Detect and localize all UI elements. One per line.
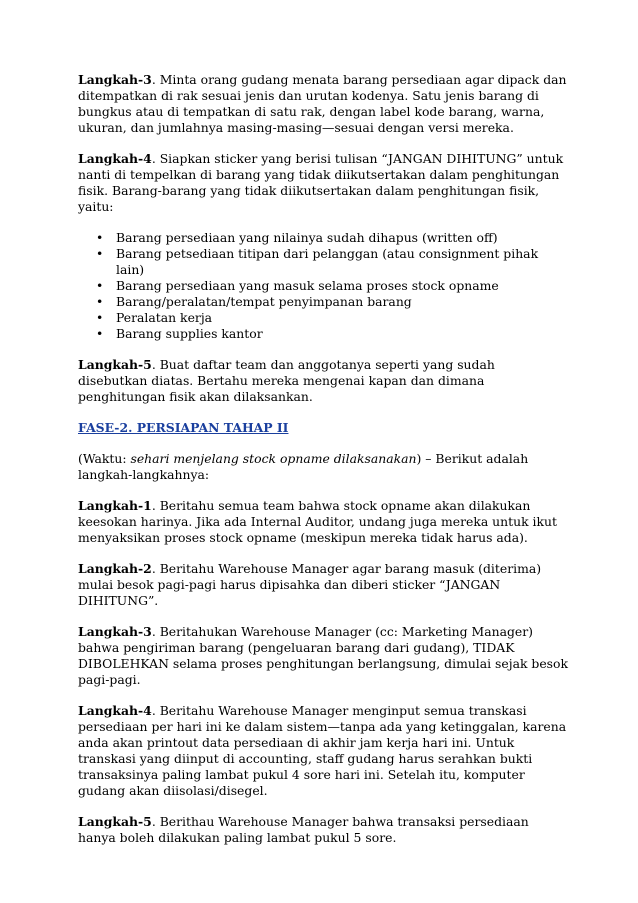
- list-item: • Peralatan kerja: [116, 310, 568, 326]
- phase-2-step-4: [78, 703, 568, 799]
- list-item: • Barang petsediaan titipan dari pelanggan (atau consignment pihak lain): [116, 246, 568, 278]
- step-text: . Siapkan sticker yang berisi tulisan “JANGAN DIHITUNG” untuk nanti di tempelkan di barang yang tidak diikutsertakan dalam penghitungan fisik. Barang-barang yang tidak diikutsertakan dalam penghitungan fisik, yaitu:: [78, 151, 564, 214]
- step-text: . Beritahu Warehouse Manager menginput semua transkasi persediaan per hari ini ke dalam sistem—tanpa ada yang ketinggalan, karena anda akan printout data persediaan di akhir jam kerja hari ini. Untuk transkasi yang diinput di accounting, staff gudang harus serahkan bukti transaksinya paling lambat pukul 4 sore hari ini. Setelah itu, komputer gudang akan diisolasi/disegel.: [78, 703, 567, 798]
- step-label: Langkah-2: [78, 561, 152, 576]
- paragraph-step-4: [78, 151, 568, 215]
- phase-2-step-2: [78, 561, 568, 609]
- time-italic: sehari menjelang stock opname dilaksanakan: [130, 451, 417, 466]
- paragraph-step-5: [78, 357, 568, 405]
- step-label: Langkah-4: [78, 703, 152, 718]
- step-label: Langkah-3: [78, 72, 152, 87]
- excluded-items-list: [78, 230, 568, 342]
- paragraph-step-3: [78, 72, 568, 136]
- step-label: Langkah-5: [78, 357, 152, 372]
- step-label: Langkah-1: [78, 498, 152, 513]
- phase-2-time-note: [78, 451, 568, 483]
- list-item: • Barang supplies kantor: [116, 326, 568, 342]
- list-item: • Barang persediaan yang masuk selama proses stock opname: [116, 278, 568, 294]
- step-text: . Beritahukan Warehouse Manager (cc: Marketing Manager) bahwa pengiriman barang (pengeluaran barang dari gudang), TIDAK DIBOLEHKAN selama proses penghitungan berlangsung, dimulai sejak besok pagi-pagi.: [78, 624, 569, 687]
- step-text: . Buat daftar team dan anggotanya seperti yang sudah disebutkan diatas. Bertahu mereka mengenai kapan dan dimana penghitungan fisik akan dilaksankan.: [78, 357, 495, 404]
- step-text: . Beritahu Warehouse Manager agar barang masuk (diterima) mulai besok pagi-pagi harus dipisahka dan diberi sticker “JANGAN DIHITUNG”.: [78, 561, 542, 608]
- step-text: . Minta orang gudang menata barang persediaan agar dipack dan ditempatkan di rak sesuai jenis dan urutan kodenya. Satu jenis barang di bungkus atau di tempatkan di satu rak, dengan label kode barang, warna, ukuran, dan jumlahnya masing-masing—sesuai dengan versi mereka.: [78, 72, 567, 135]
- step-text: . Beritahu semua team bahwa stock opname akan dilakukan keesokan harinya. Jika ada Internal Auditor, undang juga mereka untuk ikut menyaksikan proses stock opname (meskipun mereka tidak harus ada).: [78, 498, 557, 545]
- step-label: Langkah-4: [78, 151, 152, 166]
- phase-2-step-5: [78, 814, 568, 846]
- list-item: • Barang/peralatan/tempat penyimpanan barang: [116, 294, 568, 310]
- phase-2-heading: [78, 420, 568, 436]
- list-item: • Barang persediaan yang nilainya sudah dihapus (written off): [116, 230, 568, 246]
- step-label: Langkah-3: [78, 624, 152, 639]
- phase-2-step-3: [78, 624, 568, 688]
- phase-2-step-1: [78, 498, 568, 546]
- step-text: . Berithau Warehouse Manager bahwa transaksi persediaan hanya boleh dilakukan paling lambat pukul 5 sore.: [78, 814, 529, 845]
- section-heading: FASE-2. PERSIAPAN TAHAP II: [78, 420, 289, 435]
- time-suffix: ) – Berikut adalah langkah-langkahnya:: [78, 451, 529, 482]
- step-label: Langkah-5: [78, 814, 152, 829]
- time-prefix: (Waktu:: [78, 451, 131, 466]
